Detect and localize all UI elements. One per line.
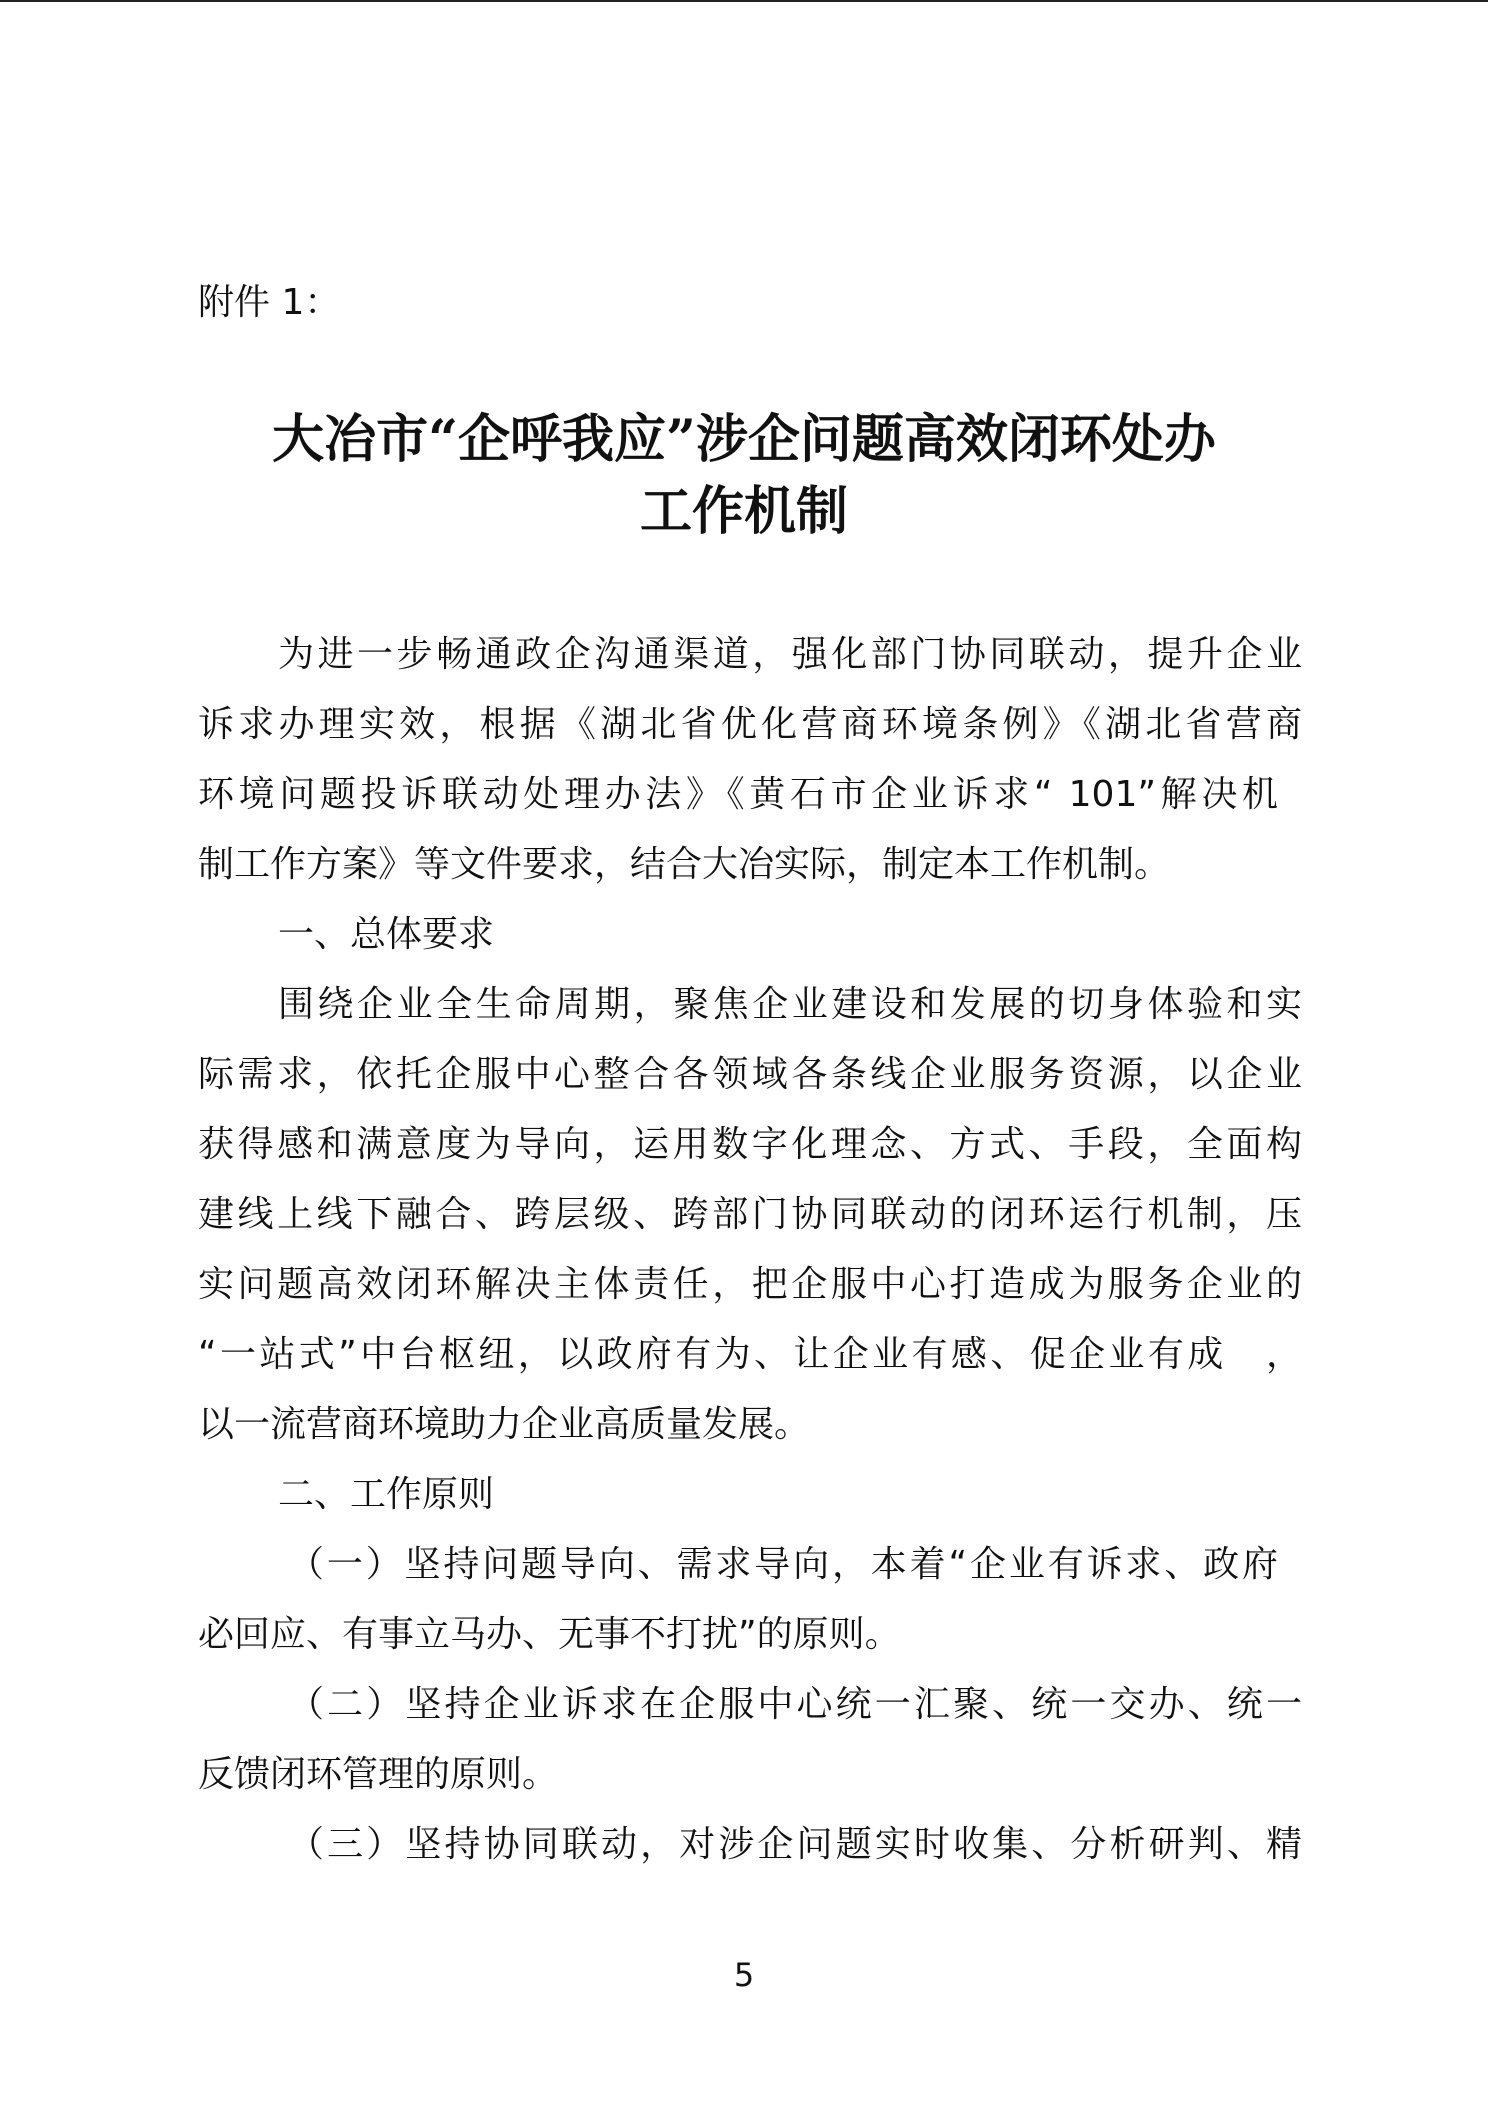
intro-line-1: 为进一步畅通政企沟通渠道，强化部门协同联动，提升企业	[278, 634, 1302, 675]
section-heading-general-requirements: 一、总体要求	[278, 914, 495, 955]
section1-line-2: 际需求，依托企服中心整合各领域各条线企业服务资源，以企业	[198, 1054, 1302, 1095]
page-number: 5	[733, 1956, 755, 1994]
section1-line-1: 围绕企业全生命周期，聚焦企业建设和发展的切身体验和实	[278, 984, 1302, 1025]
section-heading-work-principles: 二、工作原则	[278, 1474, 495, 1515]
section1-line-7: 以一流营商环境助力企业高质量发展。	[198, 1404, 811, 1445]
section1-line-5: 实问题高效闭环解决主体责任，把企服中心打造成为服务企业的	[198, 1264, 1302, 1305]
intro-line-2: 诉求办理实效，根据《湖北省优化营商环境条例》《湖北省营商	[198, 704, 1302, 745]
section1-line-4: 建线上线下融合、跨层级、跨部门协同联动的闭环运行机制，压	[198, 1194, 1302, 1235]
intro-line-3: 环境问题投诉联动处理办法》《黄石市企业诉求“ 101”解决机	[198, 774, 1278, 815]
principle2-line-2: 反馈闭环管理的原则。	[198, 1754, 559, 1795]
document-title-line-1: 大冶市“企呼我应”涉企问题高效闭环处办	[272, 409, 1216, 470]
principle1-line-2: 必回应、有事立马办、无事不打扰”的原则。	[198, 1614, 901, 1655]
principle2-line-1: （二）坚持企业诉求在企服中心统一汇聚、统一交办、统一	[288, 1684, 1302, 1725]
principle3-line-1: （三）坚持协同联动，对涉企问题实时收集、分析研判、精	[288, 1824, 1302, 1865]
section1-line-6: “一站式”中台枢纽，以政府有为、让企业有感、促企业有成 ，	[198, 1334, 1302, 1375]
attachment-label: 附件 1：	[198, 282, 341, 323]
document-title-line-2: 工作机制	[639, 481, 848, 542]
top-border-line	[0, 0, 1488, 2]
section1-line-3: 获得感和满意度为导向，运用数字化理念、方式、手段，全面构	[198, 1124, 1302, 1165]
intro-line-4: 制工作方案》等文件要求，结合大冶实际，制定本工作机制。	[198, 844, 1171, 885]
principle1-line-1: （一）坚持问题导向、需求导向，本着“企业有诉求、政府	[288, 1544, 1278, 1585]
